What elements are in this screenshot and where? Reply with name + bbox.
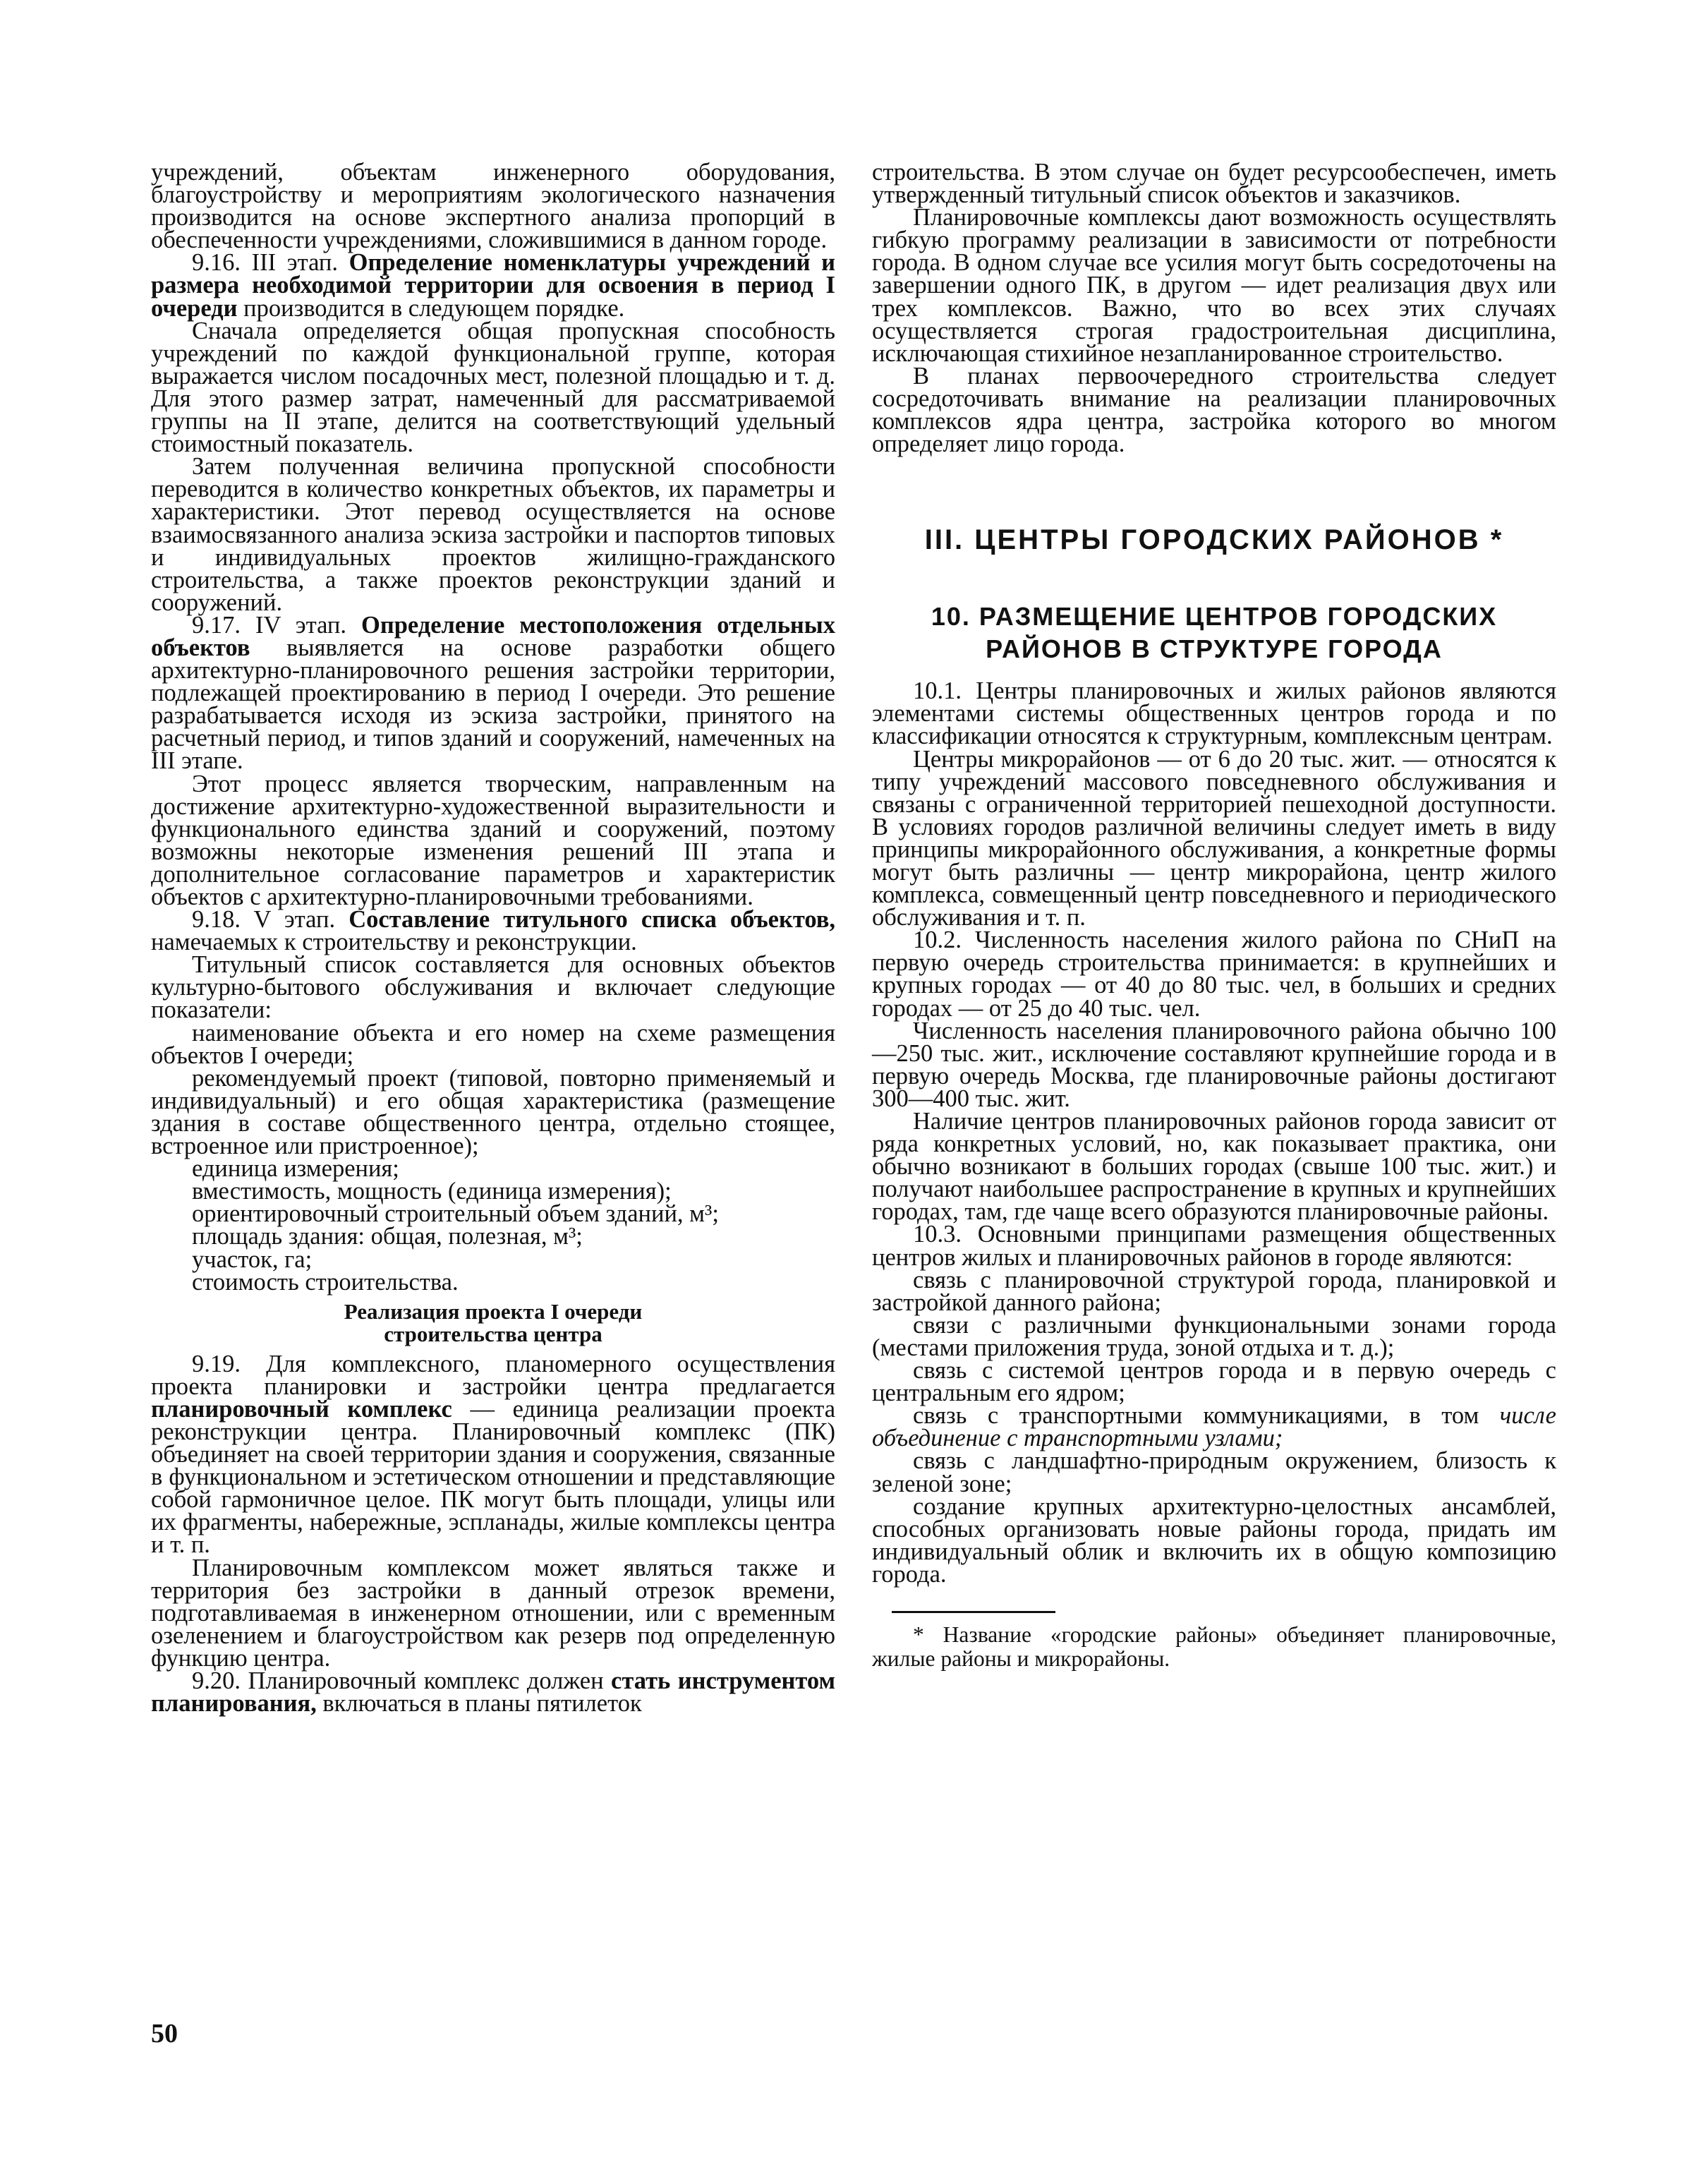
term-planning-complex: планировочный комплекс bbox=[151, 1395, 452, 1423]
subsection-heading-line-2: строительства центра bbox=[384, 1321, 602, 1346]
page-number: 50 bbox=[151, 2019, 178, 2048]
clause-number: 9.17. IV этап. bbox=[192, 611, 347, 639]
clause-text: производится в следующем порядке. bbox=[243, 294, 625, 322]
clause-text: намечаемых к строительству и реконструкции. bbox=[151, 929, 637, 956]
list-item: связь с ландшафтно-природным окружением, близость к зеленой зоне; bbox=[872, 1447, 1556, 1497]
list-item: единица измерения; bbox=[192, 1155, 399, 1183]
list-item: связь с планировочной структурой города, планировкой и застройкой данного района; bbox=[872, 1266, 1556, 1316]
paragraph: Титульный список составляется для основных объектов культурно-бытового обслуживания и включает следующие показатели: bbox=[151, 951, 835, 1024]
list-item: связь с системой центров города и в первую очередь с центральным его ядром; bbox=[872, 1357, 1556, 1407]
clause-number: 9.18. V этап. bbox=[192, 906, 336, 934]
paragraph-10-3: 10.3. Основными принципами размещения общественных центров жилых и планировочных районов в городе являются: bbox=[872, 1221, 1556, 1271]
paragraph-10-2: 10.2. Численность населения жилого района по СНиП на первую очередь строительства принимается: в крупнейших и крупных городах — от 40 до 80 тыс. чел, в больших и средних городах — от 25 до 40 тыс. чел. bbox=[872, 926, 1556, 1022]
subsection-heading-line-1: Реализация проекта I очереди bbox=[344, 1298, 643, 1324]
clause-text: 9.19. Для комплексного, планомерного осуществления проекта планировки и застройки центра предлагается bbox=[151, 1350, 835, 1400]
list-item: рекомендуемый проект (типовой, повторно применяемый и индивидуальный) и его общая характеристика (размещение здания в составе общественного центра, отдельно стоящее, встроенное или пристроенное); bbox=[151, 1064, 835, 1160]
list-item: создание крупных архитектурно-целостных ансамблей, способных организовать новые районы города, придать им индивидуальный облик и включить их в общую композицию города. bbox=[872, 1492, 1556, 1588]
footnote-text: * Название «городские районы» объединяет планировочные, жилые районы и микрорайоны. bbox=[872, 1622, 1556, 1671]
paragraph: В планах первоочередного строительства следует сосредоточивать внимание на реализации планировочных комплексов ядра центра, застройка которого во многом определяет лицо города. bbox=[872, 362, 1556, 458]
spacer bbox=[872, 555, 1556, 600]
paragraph: Наличие центров планировочных районов города зависит от ряда конкретных условий, но, как показывает практика, они обычно возникают в больших городах (свыше 100 тыс. жит.) и получают наибольшее распространение в крупных и крупнейших городах, там, где чаще всего образуются планировочные районы. bbox=[872, 1108, 1556, 1226]
paragraph: Планировочным комплексом может являться также и территория без застройки в данный отрезок времени, подготавливаемая в инженерном отношении, или с временным озеленением и благоустройством как резерв под определенную функцию центра. bbox=[151, 1554, 835, 1672]
clause-emphasis: стать инструментом планирования, bbox=[151, 1667, 835, 1718]
list-item: наименование объекта и его номер на схеме размещения объектов I очереди; bbox=[151, 1019, 835, 1069]
spacer bbox=[872, 1586, 1556, 1611]
paragraph-9-17 bbox=[151, 611, 836, 775]
clause-text: выявляется на основе разработки общего архитектурно-планировочного решения застройки территории, подлежащей проектированию в период I очереди. Это решение разрабатывается исходя из эскиза застройки, принятого на расчетный период, и типов зданий и сооружений, намеченных на III этапе. bbox=[151, 634, 836, 775]
paragraph: Численность населения планировочного района обычно 100—250 тыс. жит., исключение составляют крупнейшие города и в первую очередь Москва, где планировочные районы достигают 300—400 тыс. жит. bbox=[872, 1017, 1556, 1112]
list-item: вместимость, мощность (единица измерения); bbox=[192, 1178, 672, 1205]
section-heading-line-1: 10. РАЗМЕЩЕНИЕ ЦЕНТРОВ ГОРОДСКИХ bbox=[931, 602, 1498, 632]
paragraph: Центры микрорайонов — от 6 до 20 тыс. жит. — относятся к типу учреждений массового повседневного обслуживания и связаны с ограниченной территорией пешеходной доступности. В условиях городов различной величины следует иметь в виду принципы микрорайонного обслуживания, а конкретные формы могут быть различны — центр микрорайона, центр жилого комплекса, совмещенный центр повседневного и периодического обслуживания и т. п. bbox=[872, 745, 1556, 931]
clause-title: Составление титульного списка объектов, bbox=[349, 906, 836, 934]
paragraph: Сначала определяется общая пропускная способность учреждений по каждой функциональной группе, которая выражается числом посадочных мест, полезной площадью и т. д. Для этого размер затрат, намеченный для рассматриваемой группы на II этапе, делится на соответствующий удельный стоимостный показатель. bbox=[151, 317, 835, 458]
clause-title: Определение местоположения отдельных объектов bbox=[151, 611, 835, 661]
subsection-heading bbox=[151, 1300, 835, 1346]
list-item: участок, га; bbox=[192, 1245, 313, 1273]
list-item bbox=[872, 1402, 1556, 1452]
list-item: площадь здания: общая, полезная, м³; bbox=[192, 1223, 583, 1250]
paragraph-9-20 bbox=[151, 1667, 835, 1718]
clause-text: — единица реализации проекта реконструкции центра. Планировочный комплекс (ПК) объединяет на своей территории здания и сооружения, связанные в функциональном и эстетическом отношении и представляющие собой гармоничное целое. ПК могут быть площади, улицы или их фрагменты, набережные, эспланады, жилые комплексы центра и т. п. bbox=[151, 1395, 836, 1559]
paragraph: Затем полученная величина пропускной способности переводится в количество конкретных объектов, их параметры и характеристики. Этот перевод осуществляется на основе взаимосвязанного анализа эскиза застройки и паспортов типовых и индивидуальных проектов жилищно-гражданского строительства, а также проектов реконструкции зданий и сооружений. bbox=[151, 453, 835, 616]
list-item-text: связь с транспортными коммуникациями, в том bbox=[913, 1402, 1479, 1430]
paragraph: Этот процесс является творческим, направленным на достижение архитектурно-художественной выразительности и функционального единства зданий и сооружений, поэтому возможны некоторые изменения решений III этапа и дополнительное согласование параметров и характеристик объектов с архитектурно-планировочными требованиями. bbox=[151, 770, 835, 910]
clause-text: 9.20. Планировочный комплекс должен bbox=[192, 1667, 604, 1694]
section-heading-line-2: РАЙОНОВ В СТРУКТУРЕ ГОРОДА bbox=[986, 634, 1443, 664]
left-column bbox=[151, 159, 836, 1718]
paragraph-10-1: 10.1. Центры планировочных и жилых районов являются элементами системы общественных центров города и по классификации относятся к структурным, комплексным центрам. bbox=[872, 677, 1556, 750]
list-item: ориентировочный строительный объем зданий, м³; bbox=[192, 1200, 719, 1228]
spacer bbox=[872, 455, 1556, 524]
list-item-italic: числе объединение с транспортными узлами; bbox=[872, 1402, 1556, 1452]
paragraph-9-16 bbox=[151, 249, 835, 322]
list-item: стоимость строительства. bbox=[192, 1268, 459, 1296]
section-heading bbox=[872, 600, 1556, 665]
paragraph: учреждений, объектам инженерного оборудования, благоустройству и мероприятиям экологического назначения производится на основе экспертного анализа пропорций в обеспеченности учреждениями, сложившимися в данном городе. bbox=[151, 159, 835, 254]
footnote bbox=[872, 1623, 1556, 1671]
paragraph-9-19 bbox=[151, 1350, 836, 1559]
clause-number: 9.16. III этап. bbox=[192, 249, 339, 277]
list-item: связи с различными функциональными зонами города (местами приложения труда, зоной отдыха и т. д.); bbox=[872, 1311, 1556, 1361]
paragraph: строительства. В этом случае он будет ресурсообеспечен, иметь утвержденный титульный список объектов и заказчиков. bbox=[872, 159, 1556, 209]
part-heading: III. ЦЕНТРЫ ГОРОДСКИХ РАЙОНОВ * bbox=[924, 524, 1504, 556]
paragraph-9-18 bbox=[151, 906, 836, 956]
paragraph: Планировочные комплексы дают возможность осуществлять гибкую программу реализации в зависимости от потребности города. В одном случае все усилия могут быть сосредоточены на завершении одного ПК, в другом — идет реализация двух или трех комплексов. Важно, что во всех этих случаях осуществляется строгая градостроительная дисциплина, исключающая стихийное незапланированное строительство. bbox=[872, 204, 1556, 367]
right-column bbox=[872, 161, 1556, 1671]
clause-title: Определение номенклатуры учреждений и размера необходимой территории для освоения в период I очереди bbox=[151, 249, 835, 322]
footnote-divider bbox=[892, 1611, 1055, 1613]
clause-text: включаться в планы пятилеток bbox=[322, 1690, 642, 1718]
